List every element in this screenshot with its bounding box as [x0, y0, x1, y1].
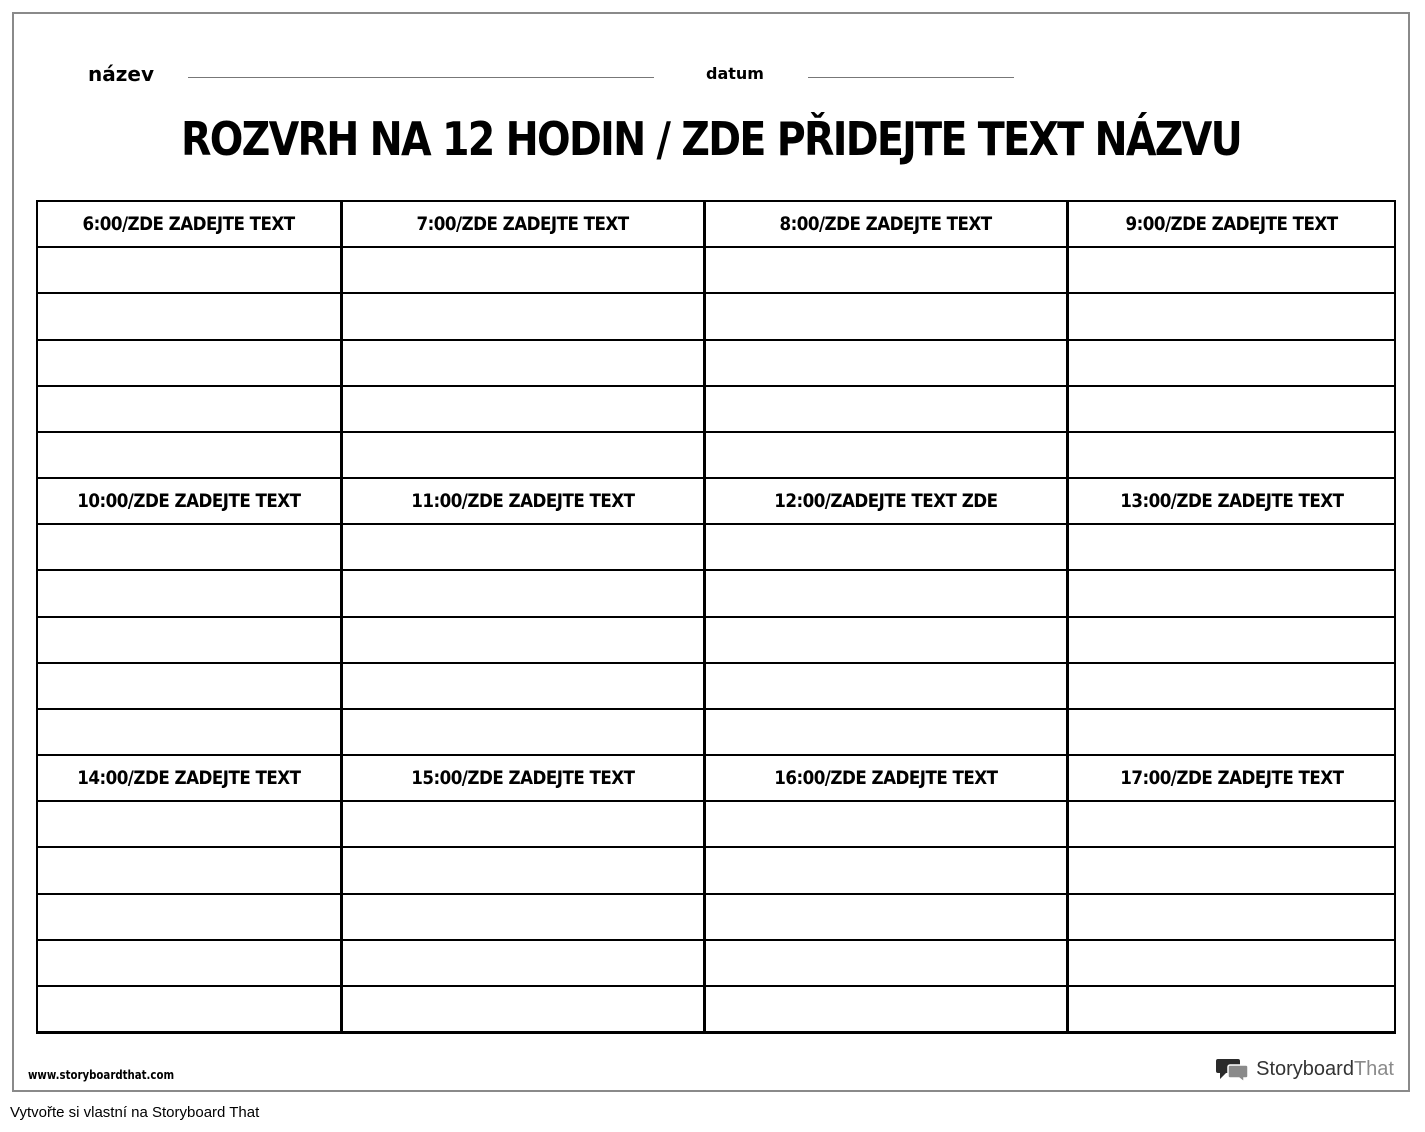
- time-slot-label: 17:00/ZDE ZADEJTE TEXT: [1119, 767, 1344, 790]
- time-slot-label: 16:00/ZDE ZADEJTE TEXT: [774, 767, 998, 790]
- caption: Vytvořte si vlastní na Storyboard That: [10, 1104, 260, 1121]
- time-slot-header: [1069, 479, 1394, 525]
- time-slot-label: 7:00/ZDE ZADEJTE TEXT: [416, 213, 630, 236]
- schedule-entry-cell[interactable]: [706, 802, 1066, 848]
- time-slot-header: [38, 756, 340, 802]
- time-slot-header: [1069, 202, 1394, 248]
- name-line: [188, 77, 654, 78]
- schedule-entry-cell[interactable]: [1069, 294, 1394, 340]
- schedule-column: [343, 202, 706, 1031]
- time-slot-header: [343, 479, 703, 525]
- schedule-entry-cell[interactable]: [1069, 895, 1394, 941]
- schedule-entry-cell[interactable]: [706, 618, 1066, 664]
- schedule-entry-cell[interactable]: [706, 341, 1066, 387]
- time-slot-label: 15:00/ZDE ZADEJTE TEXT: [411, 767, 635, 790]
- schedule-entry-cell[interactable]: [1069, 618, 1394, 664]
- schedule-entry-cell[interactable]: [1069, 664, 1394, 710]
- schedule-entry-cell[interactable]: [343, 571, 703, 617]
- schedule-entry-cell[interactable]: [343, 664, 703, 710]
- time-slot-label: 6:00/ZDE ZADEJTE TEXT: [82, 213, 296, 236]
- schedule-entry-cell[interactable]: [343, 618, 703, 664]
- schedule-entry-cell[interactable]: [38, 525, 340, 571]
- schedule-entry-cell[interactable]: [343, 433, 703, 479]
- schedule-entry-cell[interactable]: [706, 987, 1066, 1031]
- schedule-entry-cell[interactable]: [343, 341, 703, 387]
- schedule-entry-cell[interactable]: [1069, 710, 1394, 756]
- schedule-entry-cell[interactable]: [1069, 387, 1394, 433]
- schedule-entry-cell[interactable]: [706, 525, 1066, 571]
- schedule-entry-cell[interactable]: [706, 664, 1066, 710]
- schedule-entry-cell[interactable]: [706, 433, 1066, 479]
- schedule-column: [38, 202, 343, 1031]
- time-slot-label: 14:00/ZDE ZADEJTE TEXT: [77, 767, 301, 790]
- schedule-entry-cell[interactable]: [38, 433, 340, 479]
- schedule-entry-cell[interactable]: [38, 571, 340, 617]
- time-slot-header: [706, 202, 1066, 248]
- schedule-entry-cell[interactable]: [1069, 571, 1394, 617]
- schedule-entry-cell[interactable]: [343, 987, 703, 1031]
- date-label: datum: [706, 64, 764, 83]
- time-slot-label: 11:00/ZDE ZADEJTE TEXT: [411, 490, 635, 513]
- schedule-entry-cell[interactable]: [38, 387, 340, 433]
- schedule-entry-cell[interactable]: [1069, 802, 1394, 848]
- schedule-entry-cell[interactable]: [1069, 848, 1394, 894]
- schedule-entry-cell[interactable]: [343, 294, 703, 340]
- schedule-entry-cell[interactable]: [38, 248, 340, 294]
- schedule-entry-cell[interactable]: [706, 248, 1066, 294]
- time-slot-header: [706, 756, 1066, 802]
- schedule-entry-cell[interactable]: [38, 710, 340, 756]
- schedule-entry-cell[interactable]: [343, 895, 703, 941]
- schedule-entry-cell[interactable]: [38, 802, 340, 848]
- time-slot-header: [343, 756, 703, 802]
- schedule-column: [1069, 202, 1394, 1031]
- schedule-entry-cell[interactable]: [706, 294, 1066, 340]
- time-slot-label: 10:00/ZDE ZADEJTE TEXT: [77, 490, 301, 513]
- speech-bubbles-icon: [1216, 1056, 1250, 1082]
- schedule-entry-cell[interactable]: [1069, 248, 1394, 294]
- time-slot-header: [1069, 756, 1394, 802]
- schedule-entry-cell[interactable]: [706, 571, 1066, 617]
- schedule-entry-cell[interactable]: [1069, 525, 1394, 571]
- date-line: [808, 77, 1014, 78]
- worksheet-title: ROZVRH NA 12 HODIN / ZDE PŘIDEJTE TEXT NÁZVU: [180, 112, 1242, 166]
- storyboardthat-logo: [1216, 1056, 1394, 1082]
- schedule-entry-cell[interactable]: [38, 987, 340, 1031]
- schedule-entry-cell[interactable]: [1069, 941, 1394, 987]
- schedule-entry-cell[interactable]: [38, 618, 340, 664]
- schedule-entry-cell[interactable]: [706, 848, 1066, 894]
- schedule-entry-cell[interactable]: [1069, 341, 1394, 387]
- time-slot-label: 9:00/ZDE ZADEJTE TEXT: [1125, 213, 1338, 236]
- schedule-entry-cell[interactable]: [38, 848, 340, 894]
- schedule-entry-cell[interactable]: [706, 710, 1066, 756]
- schedule-entry-cell[interactable]: [343, 941, 703, 987]
- time-slot-label: 12:00/ZADEJTE TEXT ZDE: [774, 490, 998, 513]
- schedule-grid: [36, 200, 1396, 1034]
- time-slot-header: [38, 202, 340, 248]
- time-slot-header: [38, 479, 340, 525]
- time-slot-header: [706, 479, 1066, 525]
- schedule-entry-cell[interactable]: [38, 294, 340, 340]
- schedule-column: [706, 202, 1069, 1031]
- schedule-entry-cell[interactable]: [38, 341, 340, 387]
- schedule-entry-cell[interactable]: [343, 525, 703, 571]
- website-url: www.storyboardthat.com: [28, 1068, 175, 1082]
- name-label: název: [88, 62, 154, 86]
- schedule-entry-cell[interactable]: [343, 802, 703, 848]
- time-slot-label: 13:00/ZDE ZADEJTE TEXT: [1119, 490, 1344, 513]
- time-slot-header: [343, 202, 703, 248]
- schedule-entry-cell[interactable]: [343, 248, 703, 294]
- schedule-entry-cell[interactable]: [343, 848, 703, 894]
- schedule-entry-cell[interactable]: [1069, 987, 1394, 1031]
- schedule-entry-cell[interactable]: [343, 710, 703, 756]
- schedule-entry-cell[interactable]: [1069, 433, 1394, 479]
- schedule-entry-cell[interactable]: [706, 941, 1066, 987]
- schedule-entry-cell[interactable]: [38, 895, 340, 941]
- schedule-entry-cell[interactable]: [38, 941, 340, 987]
- schedule-entry-cell[interactable]: [38, 664, 340, 710]
- schedule-entry-cell[interactable]: [706, 387, 1066, 433]
- schedule-entry-cell[interactable]: [343, 387, 703, 433]
- schedule-entry-cell[interactable]: [706, 895, 1066, 941]
- worksheet-page: [12, 12, 1410, 1092]
- time-slot-label: 8:00/ZDE ZADEJTE TEXT: [779, 213, 993, 236]
- logo-text: StoryboardThat: [1256, 1057, 1394, 1080]
